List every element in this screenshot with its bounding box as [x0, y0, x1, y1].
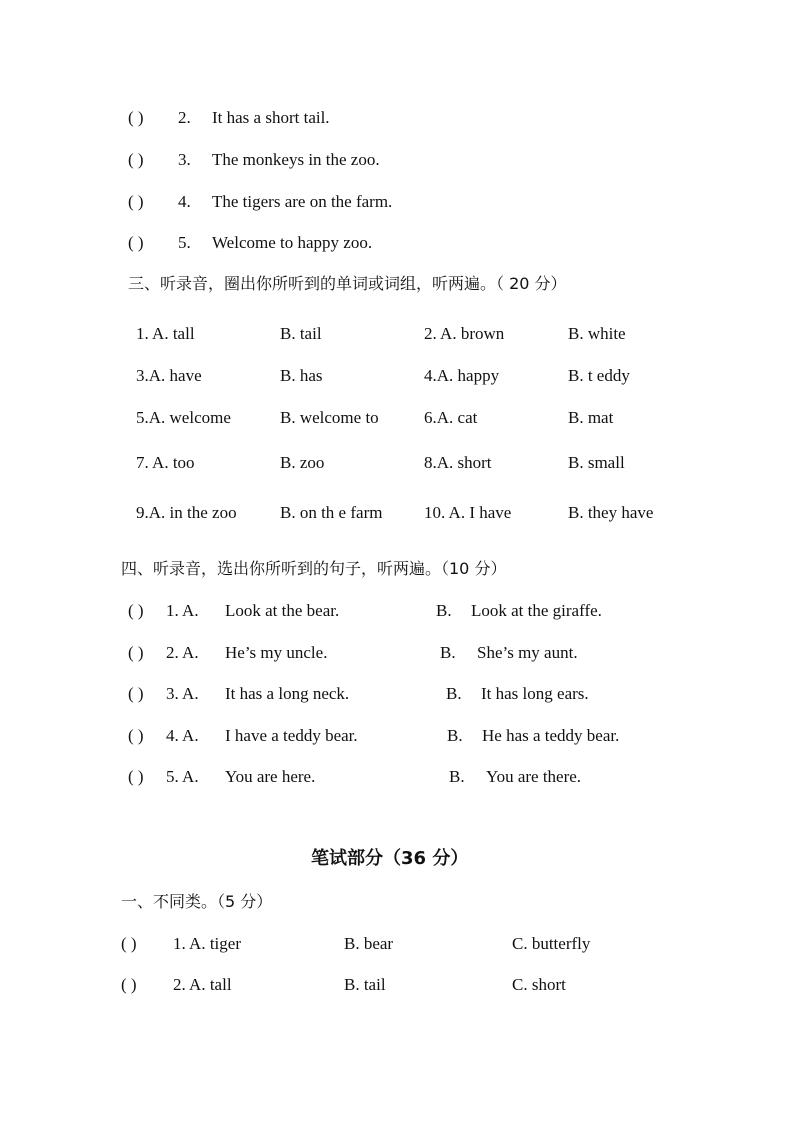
- option-a[interactable]: 1. A. tiger: [173, 934, 241, 953]
- item-number: 2.: [178, 108, 191, 127]
- option-a[interactable]: Look at the bear.: [225, 601, 340, 620]
- word-option[interactable]: 2. A. brown: [424, 324, 505, 343]
- answer-blank[interactable]: ( ): [128, 684, 144, 703]
- item-number: 5. A.: [166, 767, 199, 786]
- word-option[interactable]: 8.A. short: [424, 453, 492, 472]
- item-number: 4. A.: [166, 726, 199, 745]
- option-b[interactable]: It has long ears.: [481, 684, 589, 703]
- option-a[interactable]: 2. A. tall: [173, 975, 232, 994]
- word-option[interactable]: 1. A. tall: [136, 324, 195, 343]
- item-text: The tigers are on the farm.: [212, 192, 393, 211]
- word-option[interactable]: B. mat: [568, 408, 614, 427]
- option-b-label: B.: [446, 684, 462, 703]
- answer-blank[interactable]: ( ): [128, 233, 144, 252]
- option-b-label: B.: [436, 601, 452, 620]
- item-text: Welcome to happy zoo.: [212, 233, 373, 252]
- answer-blank[interactable]: ( ): [128, 108, 144, 127]
- option-b[interactable]: B. bear: [344, 934, 394, 953]
- answer-blank[interactable]: ( ): [121, 975, 137, 994]
- answer-blank[interactable]: ( ): [128, 643, 144, 662]
- word-option[interactable]: 4.A. happy: [424, 366, 500, 385]
- option-a[interactable]: He’s my uncle.: [225, 643, 328, 662]
- word-option[interactable]: 6.A. cat: [424, 408, 478, 427]
- answer-blank[interactable]: ( ): [121, 934, 137, 953]
- option-b[interactable]: She’s my aunt.: [477, 643, 578, 662]
- written-section1-heading: 一、不同类。（5 分）: [121, 892, 273, 911]
- option-b[interactable]: B. tail: [344, 975, 386, 994]
- option-b-label: B.: [447, 726, 463, 745]
- word-option[interactable]: 5.A. welcome: [136, 408, 231, 427]
- option-b[interactable]: He has a teddy bear.: [482, 726, 620, 745]
- answer-blank[interactable]: ( ): [128, 192, 144, 211]
- item-number: 5.: [178, 233, 191, 252]
- option-c[interactable]: C. butterfly: [512, 934, 591, 953]
- word-option[interactable]: B. tail: [280, 324, 322, 343]
- option-a[interactable]: I have a teddy bear.: [225, 726, 358, 745]
- written-part-title: 笔试部分（36 分）: [311, 848, 469, 869]
- option-c[interactable]: C. short: [512, 975, 566, 994]
- word-option[interactable]: B. white: [568, 324, 626, 343]
- word-option[interactable]: B. zoo: [280, 453, 325, 472]
- word-option[interactable]: B. t eddy: [568, 366, 630, 385]
- item-text: It has a short tail.: [212, 108, 330, 127]
- answer-blank[interactable]: ( ): [128, 726, 144, 745]
- item-number: 1. A.: [166, 601, 199, 620]
- option-b[interactable]: You are there.: [486, 767, 582, 786]
- answer-blank[interactable]: ( ): [128, 150, 144, 169]
- item-number: 3. A.: [166, 684, 199, 703]
- word-option[interactable]: 9.A. in the zoo: [136, 503, 237, 522]
- word-option[interactable]: B. has: [280, 366, 323, 385]
- word-option[interactable]: B. welcome to: [280, 408, 379, 427]
- word-option[interactable]: B. small: [568, 453, 625, 472]
- item-number: 2. A.: [166, 643, 199, 662]
- option-b-label: B.: [440, 643, 456, 662]
- word-option[interactable]: 10. A. I have: [424, 503, 512, 522]
- word-option[interactable]: 3.A. have: [136, 366, 202, 385]
- item-number: 3.: [178, 150, 191, 169]
- answer-blank[interactable]: ( ): [128, 601, 144, 620]
- word-option[interactable]: 7. A. too: [136, 453, 195, 472]
- item-number: 4.: [178, 192, 191, 211]
- option-a[interactable]: You are here.: [225, 767, 316, 786]
- option-b-label: B.: [449, 767, 465, 786]
- word-option[interactable]: B. on th e farm: [280, 503, 383, 522]
- section4-heading: 四、听录音，选出你所听到的句子，听两遍。（10 分）: [121, 559, 507, 578]
- word-option[interactable]: B. they have: [568, 503, 654, 522]
- option-b[interactable]: Look at the giraffe.: [471, 601, 602, 620]
- section3-heading: 三、听录音，圈出你所听到的单词或词组，听两遍。（ 20 分）: [128, 274, 567, 293]
- item-text: The monkeys in the zoo.: [212, 150, 380, 169]
- option-a[interactable]: It has a long neck.: [225, 684, 350, 703]
- answer-blank[interactable]: ( ): [128, 767, 144, 786]
